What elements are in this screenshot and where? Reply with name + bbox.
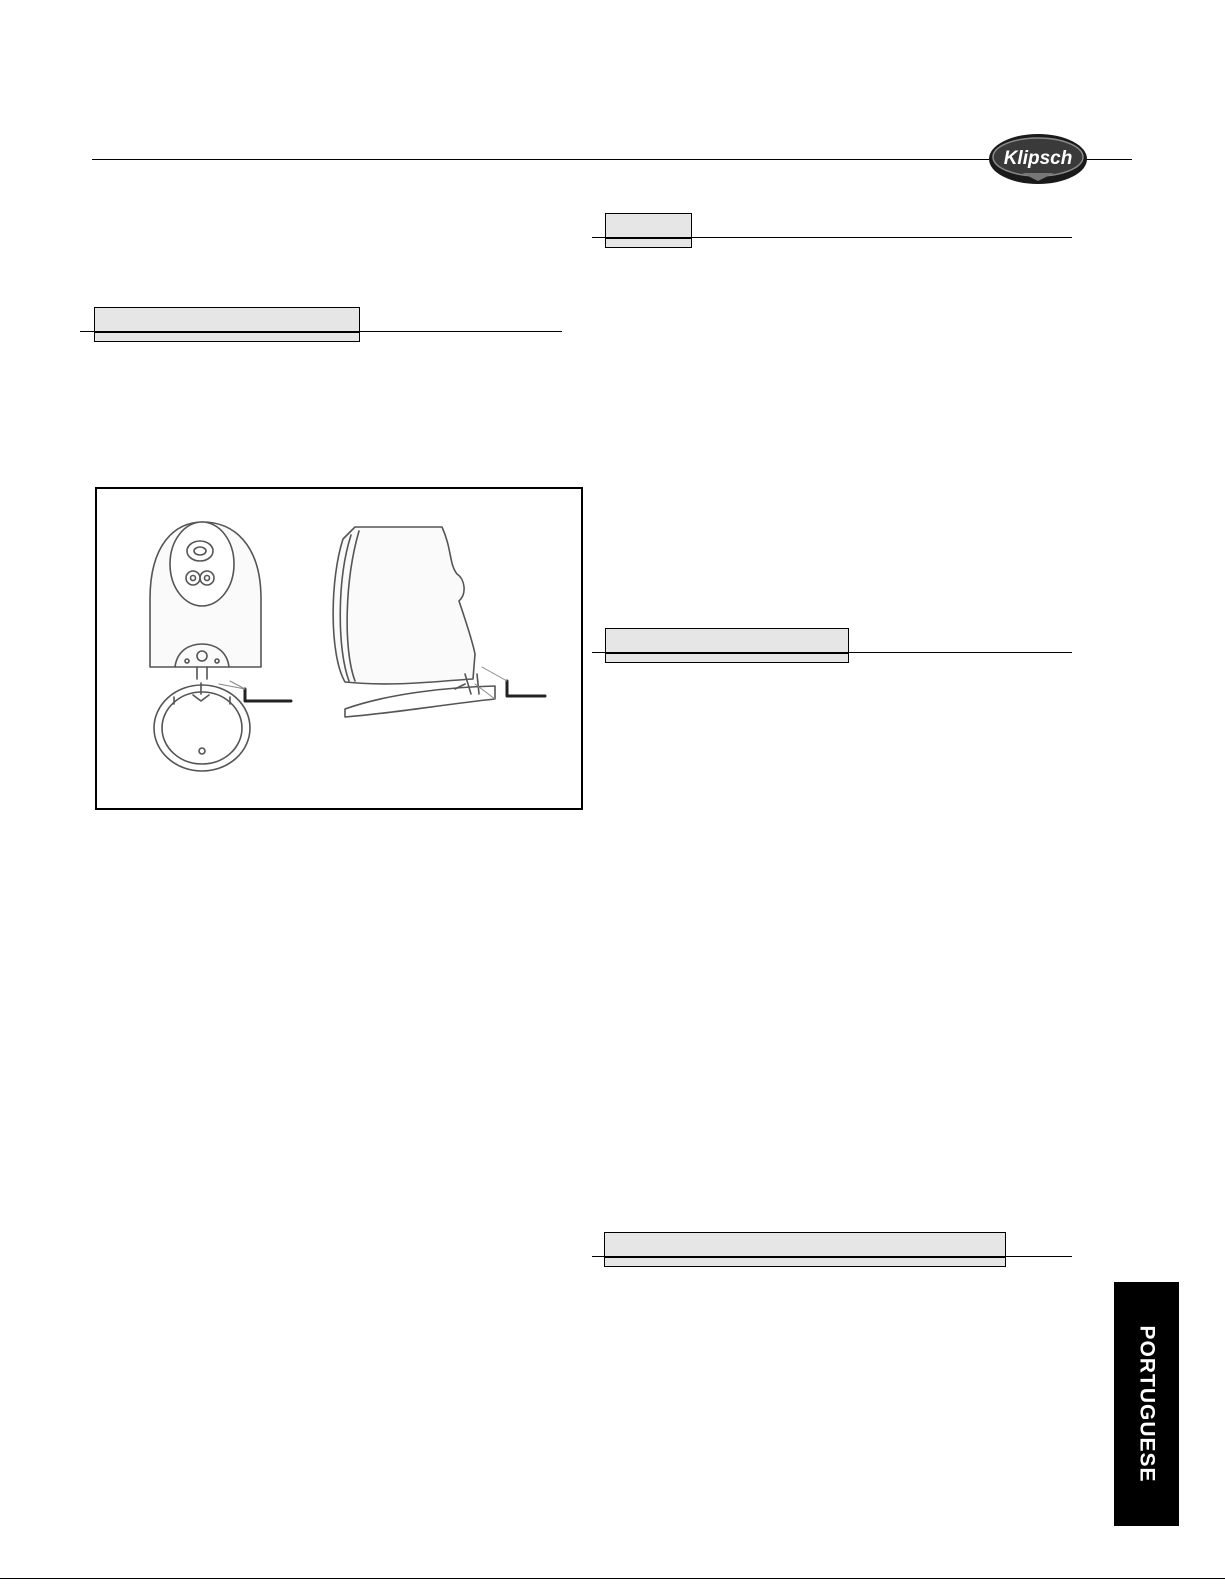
header-rule <box>92 159 1132 160</box>
logo-text: Klipsch <box>1003 148 1073 169</box>
language-tab-label: PORTUGUESE <box>1135 1325 1159 1483</box>
language-tab <box>1114 1282 1179 1526</box>
footer-rule <box>0 1578 1225 1579</box>
figure-illustration <box>97 489 581 808</box>
speaker-back-view-icon <box>150 522 261 771</box>
klipsch-logo <box>988 133 1088 185</box>
section-header-right-3 <box>604 1232 1006 1267</box>
section-rule-right-1 <box>592 237 1072 238</box>
speaker-side-view-icon <box>333 527 495 717</box>
section-rule-right-2 <box>592 652 1072 653</box>
speaker-mounting-figure <box>95 487 583 810</box>
section-rule-left <box>80 331 562 332</box>
section-rule-right-3 <box>592 1256 1072 1257</box>
section-header-right-2 <box>605 628 849 663</box>
section-header-right-1 <box>605 213 692 248</box>
section-header-left <box>94 307 360 342</box>
